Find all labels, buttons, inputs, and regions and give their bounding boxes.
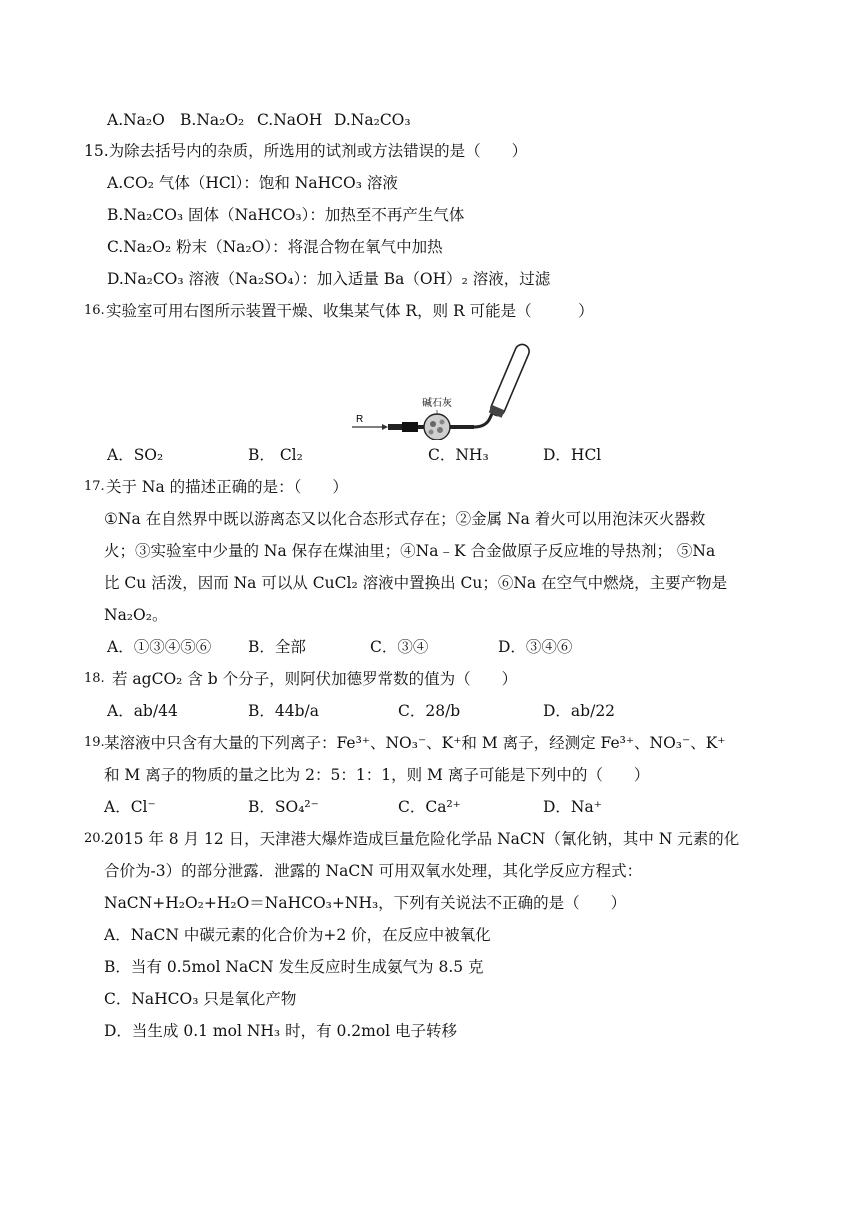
q19-option-c: C．Ca²⁺	[398, 798, 461, 816]
q17-statement-line4: Na₂O₂。	[104, 606, 168, 624]
q16-option-b: B． Cl₂	[248, 446, 303, 464]
q16-option-c: C．NH₃	[428, 446, 489, 464]
q19-option-d: D．Na⁺	[543, 798, 602, 816]
q18-option-c: C．28/b	[398, 702, 461, 720]
q17-option-d: D．③④⑥	[498, 638, 573, 656]
q20-line2: 合价为-3）的部分泄露．泄露的 NaCN 可用双氧水处理，其化学反应方程式：	[104, 862, 643, 880]
q14-option-b: B.Na₂O₂	[180, 111, 245, 129]
drying-tube-bulb	[424, 414, 450, 440]
q18-number: 18.	[84, 671, 105, 686]
soda-lime-grain	[429, 430, 434, 435]
q16-option-d: D．HCl	[543, 446, 602, 464]
q20-line1: 2015 年 8 月 12 日，天津港大爆炸造成巨量危险化学品 NaCN（氰化钠，其中 N 元素的化	[104, 830, 740, 848]
q20-option-d: D．当生成 0.1 mol NH₃ 时，有 0.2mol 电子转移	[104, 1022, 458, 1040]
q15-option-a: A.CO₂ 气体（HCl）：饱和 NaHCO₃ 溶液	[107, 174, 398, 192]
q14-option-c: C.NaOH	[257, 111, 323, 129]
q20-line3: NaCN+H₂O₂+H₂O＝NaHCO₃+NH₃，下列有关说法不正确的是（ ）	[104, 894, 627, 912]
q20-option-c: C．NaHCO₃ 只是氧化产物	[104, 990, 297, 1008]
collection-test-tube	[489, 342, 532, 417]
q16-number: 16.	[84, 303, 105, 318]
q15-option-d: D.Na₂CO₃ 溶液（Na₂SO₄）：加入适量 Ba（OH）₂ 溶液，过滤	[107, 270, 551, 288]
gas-label-r: R	[356, 414, 364, 425]
q18-option-a: A．ab/44	[107, 702, 178, 720]
q16-option-a: A．SO₂	[107, 446, 164, 464]
q17-number: 17.	[84, 479, 105, 494]
q14-option-d: D.Na₂CO₃	[334, 111, 411, 129]
q20-number: 20.	[84, 831, 105, 846]
q19-line2: 和 M 离子的物质的量之比为 2：5：1：1，则 M 离子可能是下列中的（ ）	[104, 766, 650, 784]
rubber-stopper-left	[402, 422, 418, 432]
q15-stem: 15.为除去括号内的杂质，所选用的试剂或方法错误的是（ ）	[84, 142, 528, 160]
soda-lime-grain	[430, 421, 436, 427]
q16-stem: 实验室可用右图所示装置干燥、收集某气体 R，则 R 可能是（ ）	[106, 302, 594, 320]
q17-option-a: A．①③④⑤⑥	[107, 638, 212, 656]
soda-lime-grain	[437, 427, 443, 433]
q19-option-b: B．SO₄²⁻	[248, 798, 319, 816]
q19-number: 19.	[84, 735, 105, 750]
q15-option-c: C.Na₂O₂ 粉末（Na₂O）：将混合物在氧气中加热	[107, 238, 443, 256]
q14-option-a: A.Na₂O	[107, 111, 165, 129]
soda-lime-label: 碱石灰	[422, 398, 452, 409]
q17-statement-line1: ①Na 在自然界中既以游离态又以化合态形式存在；②金属 Na 着火可以用泡沫灭火器救	[104, 510, 706, 528]
inlet-tube	[388, 424, 402, 430]
gas-inlet-arrow-head	[382, 424, 388, 430]
q15-option-b: B.Na₂CO₃ 固体（NaHCO₃）：加热至不再产生气体	[107, 206, 465, 224]
q17-statement-line2: 火；③实验室中少量的 Na 保存在煤油里；④Na﹣K 合金做原子反应堆的导热剂； ⑤Na	[104, 542, 716, 560]
q17-option-c: C．③④	[370, 638, 429, 656]
q19-line1: 某溶液中只含有大量的下列离子：Fe³⁺、NO₃⁻、K⁺和 M 离子，经测定 Fe³⁺、NO₃⁻、K⁺	[104, 734, 726, 752]
q18-stem: 若 agCO₂ 含 b 个分子，则阿伏加德罗常数的值为（ ）	[112, 670, 518, 688]
q17-stem: 关于 Na 的描述正确的是：（ ）	[106, 478, 348, 496]
q17-option-b: B．全部	[248, 638, 306, 656]
q20-option-a: A．NaCN 中碳元素的化合价为+2 价，在反应中被氧化	[104, 926, 491, 944]
q20-option-b: B．当有 0.5mol NaCN 发生反应时生成氨气为 8.5 克	[104, 958, 484, 976]
q18-option-b: B．44b/a	[248, 702, 319, 720]
soda-lime-grain	[440, 420, 445, 425]
q17-statement-line3: 比 Cu 活泼，因而 Na 可以从 CuCl₂ 溶液中置换出 Cu；⑥Na 在空气中燃烧，主要产物是	[104, 574, 728, 592]
drying-apparatus-figure	[352, 340, 542, 440]
q19-option-a: A．Cl⁻	[104, 798, 156, 816]
q18-option-d: D．ab/22	[543, 702, 616, 720]
